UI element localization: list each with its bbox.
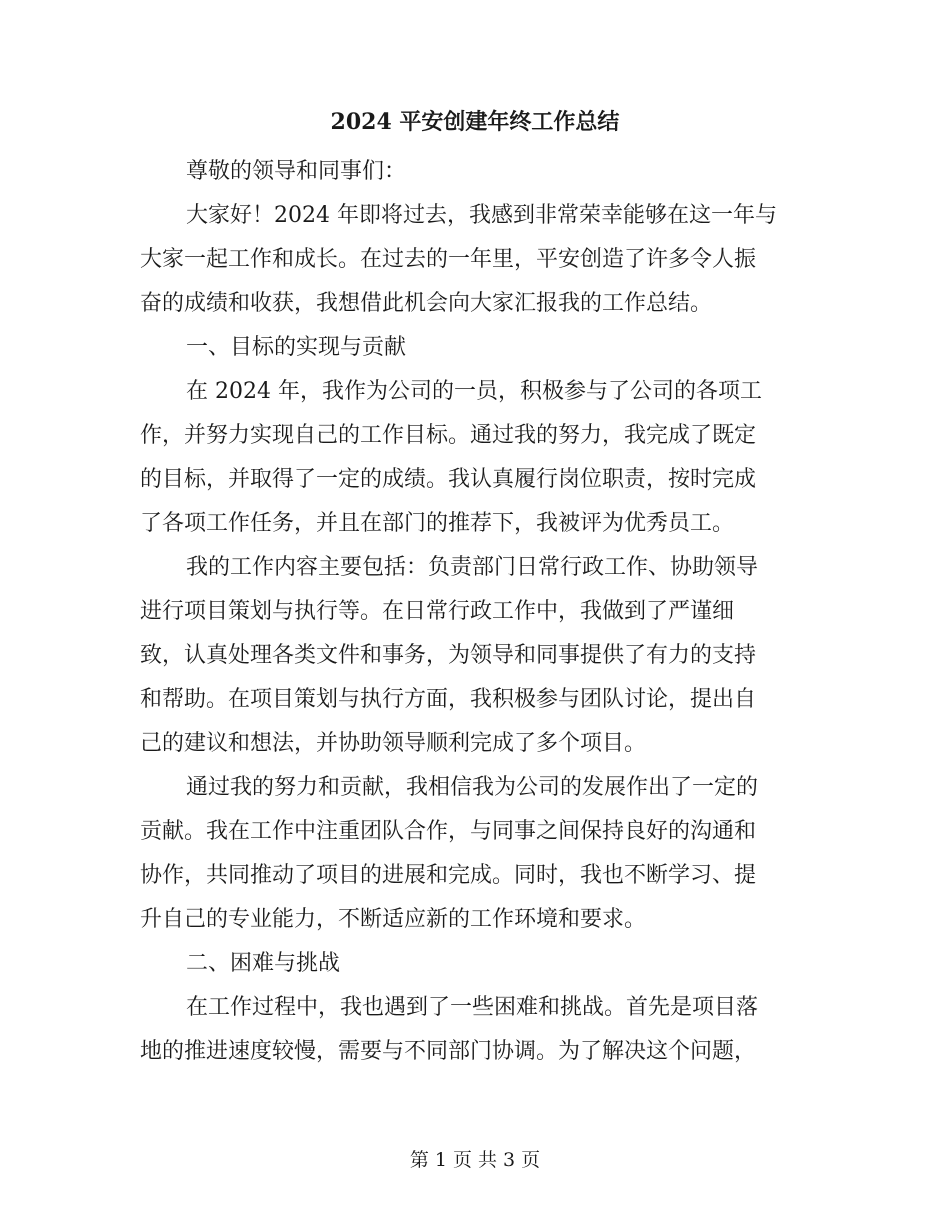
text-line: 在工作过程中，我也遇到了一些困难和挑战。首先是项目落 bbox=[186, 995, 759, 1020]
text-line: 大家好！2024 年即将过去，我感到非常荣幸能够在这一年与 bbox=[186, 203, 777, 228]
text-line: 和帮助。在项目策划与执行方面，我积极参与团队讨论，提出自 bbox=[140, 687, 757, 712]
text-line: 己的建议和想法，并协助领导顺利完成了多个项目。 bbox=[140, 731, 647, 756]
text-line: 的目标，并取得了一定的成绩。我认真履行岗位职责，按时完成 bbox=[140, 467, 757, 492]
page-number-footer: 第 1 页 共 3 页 bbox=[409, 1149, 541, 1171]
text-line: 进行项目策划与执行等。在日常行政工作中，我做到了严谨细 bbox=[140, 599, 735, 624]
text-line: 奋的成绩和收获，我想借此机会向大家汇报我的工作总结。 bbox=[140, 291, 713, 316]
text-line: 协作，共同推动了项目的进展和完成。同时，我也不断学习、提 bbox=[140, 863, 757, 888]
text-line: 在 2024 年，我作为公司的一员，积极参与了公司的各项工 bbox=[186, 379, 762, 404]
text-line: 作，并努力实现自己的工作目标。通过我的努力，我完成了既定 bbox=[140, 423, 757, 448]
document-title: 2024 平安创建年终工作总结 bbox=[330, 109, 620, 135]
document-body bbox=[140, 150, 812, 1074]
text-line: 我的工作内容主要包括：负责部门日常行政工作、协助领导 bbox=[186, 555, 759, 580]
text-line: 致，认真处理各类文件和事务，为领导和同事提供了有力的支持 bbox=[140, 643, 757, 668]
text-line: 大家一起工作和成长。在过去的一年里，平安创造了许多令人振 bbox=[140, 247, 757, 272]
text-line: 地的推进速度较慢，需要与不同部门协调。为了解决这个问题， bbox=[140, 1039, 757, 1064]
text-line: 贡献。我在工作中注重团队合作，与同事之间保持良好的沟通和 bbox=[140, 819, 757, 844]
text-line: 升自己的专业能力，不断适应新的工作环境和要求。 bbox=[140, 907, 647, 932]
text-line: 了各项工作任务，并且在部门的推荐下，我被评为优秀员工。 bbox=[140, 511, 735, 536]
section-heading: 二、困难与挑战 bbox=[186, 951, 341, 976]
section-heading: 一、目标的实现与贡献 bbox=[186, 335, 407, 360]
text-line: 尊敬的领导和同事们： bbox=[186, 159, 407, 184]
text-line: 通过我的努力和贡献，我相信我为公司的发展作出了一定的 bbox=[186, 775, 759, 800]
